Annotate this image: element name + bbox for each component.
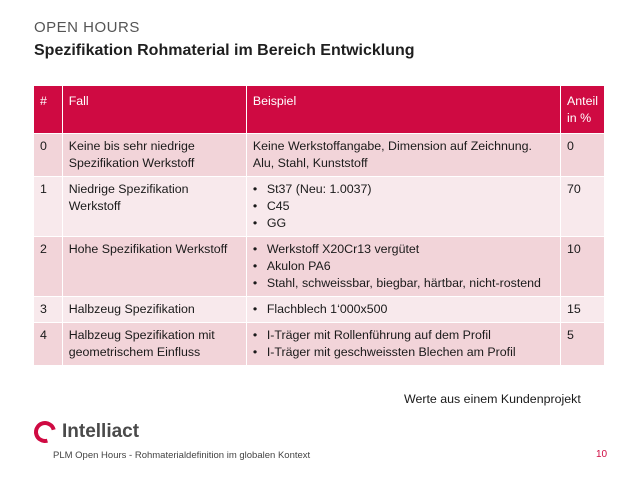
row-fall: Keine bis sehr niedrige Spezifikation Werkstoff <box>62 134 246 177</box>
table-header-row <box>34 86 605 134</box>
table-row <box>34 177 605 237</box>
source-note: Werte aus einem Kundenprojekt <box>404 392 581 406</box>
row-anteil: 0 <box>561 134 605 177</box>
logo-text: Intelliact <box>62 421 140 442</box>
header-num: # <box>34 86 63 134</box>
row-beispiel <box>246 297 560 323</box>
row-anteil: 70 <box>561 177 605 237</box>
row-beispiel: Keine Werkstoffangabe, Dimension auf Zeichnung. Alu, Stahl, Kunststoff <box>246 134 560 177</box>
row-fall: Hohe Spezifikation Werkstoff <box>62 237 246 297</box>
bullet-item: • Akulon PA6 <box>253 258 554 275</box>
header-fall: Fall <box>62 86 246 134</box>
row-anteil: 5 <box>561 323 605 366</box>
header-anteil-line1: Anteil <box>567 94 598 108</box>
header-beispiel: Beispiel <box>246 86 560 134</box>
bullet-item: • St37 (Neu: 1.0037) <box>253 181 554 198</box>
row-anteil: 15 <box>561 297 605 323</box>
row-fall: Niedrige Spezifikation Werkstoff <box>62 177 246 237</box>
bullet-item: • I-Träger mit Rollenführung auf dem Profil <box>253 327 554 344</box>
page-title: Spezifikation Rohmaterial im Bereich Entwicklung <box>34 42 415 59</box>
row-beispiel <box>246 323 560 366</box>
bullet-item: • Werkstoff X20Cr13 vergütet <box>253 241 554 258</box>
row-num: 0 <box>34 134 63 177</box>
section-kicker: OPEN HOURS <box>34 19 140 36</box>
bullet-item: • C45 <box>253 198 554 215</box>
row-beispiel <box>246 177 560 237</box>
company-logo <box>34 417 139 447</box>
spec-table <box>33 85 605 366</box>
bullet-item: • Flachblech 1‘000x500 <box>253 301 554 318</box>
row-num: 4 <box>34 323 63 366</box>
table-row <box>34 323 605 366</box>
table-row <box>34 237 605 297</box>
table-row <box>34 297 605 323</box>
row-num: 3 <box>34 297 63 323</box>
table-row <box>34 134 605 177</box>
header-anteil-line2: in % <box>567 111 592 125</box>
row-anteil: 10 <box>561 237 605 297</box>
row-num: 1 <box>34 177 63 237</box>
header-anteil <box>561 86 605 134</box>
bullet-item: • GG <box>253 215 554 232</box>
bullet-item: • I-Träger mit geschweissten Blechen am Profil <box>253 344 554 361</box>
bullet-item: • Stahl, schweissbar, biegbar, härtbar, nicht-rostend <box>253 275 554 292</box>
row-num: 2 <box>34 237 63 297</box>
logo-ring-icon <box>30 417 60 447</box>
row-beispiel <box>246 237 560 297</box>
row-fall: Halbzeug Spezifikation <box>62 297 246 323</box>
page-number: 10 <box>596 449 608 460</box>
footer-text: PLM Open Hours - Rohmaterialdefinition im globalen Kontext <box>53 450 311 461</box>
row-fall: Halbzeug Spezifikation mit geometrischem Einfluss <box>62 323 246 366</box>
